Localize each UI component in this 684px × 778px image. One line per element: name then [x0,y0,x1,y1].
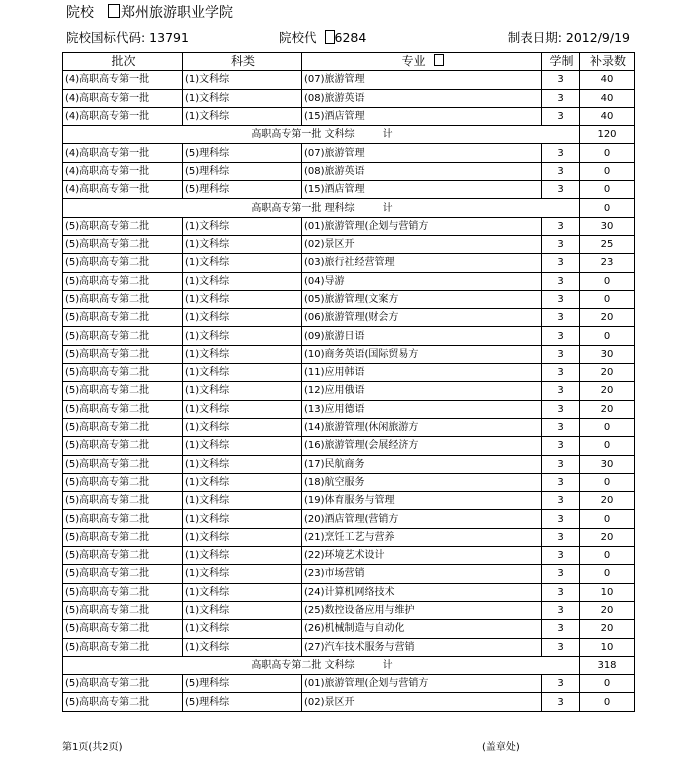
cell-major: (21)烹饪工艺与营养 [302,528,542,546]
cell-count: 23 [580,254,635,272]
cell-count: 10 [580,583,635,601]
table-row [63,345,635,363]
cell-years: 3 [542,382,580,400]
cell-count: 20 [580,400,635,418]
cell-major: (11)应用韩语 [302,364,542,382]
cell-category: (1)文科综 [183,107,302,125]
cell-major: (19)体育服务与管理 [302,492,542,510]
subtotal-label [63,656,580,674]
col-header-batch: 批次 [63,53,183,71]
cell-count: 30 [580,455,635,473]
cell-years: 3 [542,620,580,638]
subtotal-label [63,126,580,144]
cell-batch: (5)高职高专第二批 [63,528,183,546]
cell-batch: (5)高职高专第二批 [63,437,183,455]
col-header-major-label: 专业 [401,54,426,69]
cell-batch: (5)高职高专第二批 [63,290,183,308]
cell-years: 3 [542,675,580,693]
cell-batch: (5)高职高专第二批 [63,309,183,327]
cell-major: (04)导游 [302,272,542,290]
cell-category: (1)文科综 [183,583,302,601]
table-row [63,601,635,619]
cell-batch: (5)高职高专第二批 [63,254,183,272]
cell-major: (08)旅游英语 [302,89,542,107]
cell-major: (20)酒店管理(营销方 [302,510,542,528]
subtotal-suffix: 计 [382,202,393,214]
cell-category: (1)文科综 [183,437,302,455]
cell-count: 20 [580,364,635,382]
cell-count: 20 [580,382,635,400]
table-row [63,309,635,327]
cell-major: (23)市场营销 [302,565,542,583]
subtotal-row [63,199,635,217]
cell-count: 0 [580,693,635,711]
cell-years: 3 [542,272,580,290]
school-code2-value: 6284 [334,30,367,45]
cell-count: 30 [580,345,635,363]
cell-years: 3 [542,364,580,382]
cell-years: 3 [542,601,580,619]
cell-batch: (5)高职高专第二批 [63,675,183,693]
cell-count: 20 [580,492,635,510]
cell-years: 3 [542,71,580,89]
cell-major: (15)酒店管理 [302,181,542,199]
cell-batch: (5)高职高专第二批 [63,418,183,436]
missing-glyph-box-icon [108,4,120,18]
cell-years: 3 [542,327,580,345]
school-code2-label: 院校代 [279,30,317,45]
cell-years: 3 [542,89,580,107]
cell-category: (1)文科综 [183,235,302,253]
cell-years: 3 [542,583,580,601]
subtotal-count: 120 [580,126,635,144]
cell-major: (05)旅游管理(文案方 [302,290,542,308]
cell-count: 30 [580,217,635,235]
cell-major: (22)环境艺术设计 [302,547,542,565]
cell-years: 3 [542,693,580,711]
cell-years: 3 [542,235,580,253]
col-header-category: 科类 [183,53,302,71]
cell-batch: (5)高职高专第二批 [63,473,183,491]
cell-batch: (4)高职高专第一批 [63,144,183,162]
table-row [63,162,635,180]
cell-batch: (5)高职高专第二批 [63,217,183,235]
cell-major: (14)旅游管理(休闲旅游方 [302,418,542,436]
table-date: 制表日期: 2012/9/19 [507,30,630,45]
table-row [63,144,635,162]
cell-count: 40 [580,107,635,125]
cell-years: 3 [542,162,580,180]
cell-batch: (5)高职高专第二批 [63,620,183,638]
cell-category: (1)文科综 [183,71,302,89]
table-row [63,547,635,565]
table-row [63,638,635,656]
cell-major: (16)旅游管理(会展经济方 [302,437,542,455]
cell-category: (1)文科综 [183,345,302,363]
cell-batch: (5)高职高专第二批 [63,601,183,619]
cell-count: 40 [580,89,635,107]
cell-years: 3 [542,492,580,510]
cell-batch: (5)高职高专第二批 [63,583,183,601]
cell-years: 3 [542,107,580,125]
col-header-count: 补录数 [580,53,635,71]
school-code2 [279,29,366,47]
cell-batch: (4)高职高专第一批 [63,71,183,89]
cell-batch: (4)高职高专第一批 [63,107,183,125]
cell-major: (26)机械制造与自动化 [302,620,542,638]
table-row [63,254,635,272]
cell-major: (03)旅行社经营管理 [302,254,542,272]
cell-count: 25 [580,235,635,253]
cell-batch: (5)高职高专第二批 [63,364,183,382]
cell-count: 0 [580,547,635,565]
cell-count: 0 [580,418,635,436]
table-row [63,455,635,473]
cell-category: (1)文科综 [183,364,302,382]
subtotal-count: 0 [580,199,635,217]
cell-batch: (5)高职高专第二批 [63,400,183,418]
table-row [63,89,635,107]
cell-category: (1)文科综 [183,638,302,656]
cell-major: (02)景区开 [302,693,542,711]
table-row [63,107,635,125]
cell-category: (1)文科综 [183,382,302,400]
cell-batch: (4)高职高专第一批 [63,89,183,107]
cell-major: (24)计算机网络技术 [302,583,542,601]
enrollment-table [62,52,635,712]
cell-years: 3 [542,217,580,235]
cell-years: 3 [542,528,580,546]
cell-years: 3 [542,473,580,491]
cell-category: (1)文科综 [183,492,302,510]
table-row [63,364,635,382]
cell-years: 3 [542,638,580,656]
cell-category: (5)理科综 [183,144,302,162]
cell-count: 0 [580,272,635,290]
cell-batch: (5)高职高专第二批 [63,693,183,711]
cell-count: 20 [580,601,635,619]
school-code: 院校国标代码: 13791 [66,30,189,45]
cell-major: (13)应用德语 [302,400,542,418]
missing-glyph-box-icon [325,30,335,44]
subtotal-label [63,199,580,217]
missing-glyph-box-icon [434,54,444,66]
cell-batch: (4)高职高专第一批 [63,162,183,180]
table-row [63,693,635,711]
cell-count: 40 [580,71,635,89]
cell-category: (1)文科综 [183,290,302,308]
cell-major: (12)应用俄语 [302,382,542,400]
cell-years: 3 [542,437,580,455]
cell-major: (07)旅游管理 [302,71,542,89]
cell-batch: (5)高职高专第二批 [63,235,183,253]
cell-category: (1)文科综 [183,89,302,107]
table-row [63,528,635,546]
cell-years: 3 [542,144,580,162]
cell-count: 0 [580,473,635,491]
table-row [63,235,635,253]
cell-major: (06)旅游管理(财会方 [302,309,542,327]
cell-major: (17)民航商务 [302,455,542,473]
cell-batch: (4)高职高专第一批 [63,181,183,199]
cell-count: 0 [580,290,635,308]
cell-count: 0 [580,510,635,528]
col-header-major [302,53,542,71]
table-row [63,675,635,693]
table-row [63,492,635,510]
cell-years: 3 [542,455,580,473]
cell-batch: (5)高职高专第二批 [63,547,183,565]
subtotal-row [63,126,635,144]
cell-years: 3 [542,290,580,308]
cell-batch: (5)高职高专第二批 [63,345,183,363]
cell-category: (1)文科综 [183,400,302,418]
table-row [63,510,635,528]
col-header-years: 学制 [542,53,580,71]
cell-category: (1)文科综 [183,309,302,327]
table-row [63,327,635,345]
cell-years: 3 [542,547,580,565]
subtotal-text: 高职高专第一批 理科综 [251,202,355,214]
table-row [63,181,635,199]
cell-count: 0 [580,565,635,583]
cell-batch: (5)高职高专第二批 [63,565,183,583]
cell-category: (5)理科综 [183,181,302,199]
subtotal-text: 高职高专第二批 文科综 [251,659,355,671]
cell-category: (1)文科综 [183,547,302,565]
cell-batch: (5)高职高专第二批 [63,327,183,345]
cell-major: (07)旅游管理 [302,144,542,162]
table-row [63,418,635,436]
table-row [63,437,635,455]
table-row [63,71,635,89]
table-header-row [63,53,635,71]
cell-category: (5)理科综 [183,693,302,711]
cell-years: 3 [542,418,580,436]
seal-area: (盖章处) [482,742,520,753]
cell-category: (1)文科综 [183,327,302,345]
subtotal-suffix: 计 [382,129,393,141]
table-row [63,272,635,290]
code-line [66,29,632,47]
cell-years: 3 [542,510,580,528]
cell-count: 0 [580,181,635,199]
cell-major: (27)汽车技术服务与营销 [302,638,542,656]
subtotal-row [63,656,635,674]
cell-category: (5)理科综 [183,162,302,180]
cell-years: 3 [542,181,580,199]
cell-category: (1)文科综 [183,272,302,290]
table-row [63,217,635,235]
cell-count: 0 [580,675,635,693]
cell-category: (1)文科综 [183,528,302,546]
cell-count: 0 [580,327,635,345]
table-row [63,565,635,583]
cell-major: (01)旅游管理(企划与营销方 [302,217,542,235]
table-row [63,473,635,491]
cell-count: 20 [580,309,635,327]
cell-major: (09)旅游日语 [302,327,542,345]
cell-major: (08)旅游英语 [302,162,542,180]
cell-count: 10 [580,638,635,656]
cell-major: (01)旅游管理(企划与营销方 [302,675,542,693]
cell-category: (1)文科综 [183,455,302,473]
table-row [63,400,635,418]
table-row [63,290,635,308]
cell-years: 3 [542,400,580,418]
cell-years: 3 [542,254,580,272]
school-line [66,4,233,22]
cell-count: 20 [580,620,635,638]
subtotal-suffix: 计 [382,659,393,671]
table-row [63,620,635,638]
subtotal-count: 318 [580,656,635,674]
cell-major: (02)景区开 [302,235,542,253]
table-body [63,71,635,711]
cell-years: 3 [542,345,580,363]
cell-category: (1)文科综 [183,620,302,638]
page-number: 第1页(共2页) [62,742,123,753]
cell-batch: (5)高职高专第二批 [63,382,183,400]
cell-major: (25)数控设备应用与维护 [302,601,542,619]
cell-count: 0 [580,437,635,455]
cell-category: (1)文科综 [183,601,302,619]
cell-major: (15)酒店管理 [302,107,542,125]
cell-category: (1)文科综 [183,418,302,436]
table-row [63,583,635,601]
table-row [63,382,635,400]
cell-category: (1)文科综 [183,254,302,272]
cell-batch: (5)高职高专第二批 [63,492,183,510]
cell-major: (10)商务英语(国际贸易方 [302,345,542,363]
cell-years: 3 [542,309,580,327]
cell-count: 0 [580,162,635,180]
school-label: 院校 [66,5,94,21]
cell-batch: (5)高职高专第二批 [63,510,183,528]
cell-years: 3 [542,565,580,583]
cell-count: 0 [580,144,635,162]
cell-category: (1)文科综 [183,473,302,491]
cell-major: (18)航空服务 [302,473,542,491]
cell-batch: (5)高职高专第二批 [63,638,183,656]
cell-count: 20 [580,528,635,546]
cell-category: (1)文科综 [183,565,302,583]
cell-category: (1)文科综 [183,510,302,528]
cell-batch: (5)高职高专第二批 [63,272,183,290]
subtotal-text: 高职高专第一批 文科综 [251,129,355,141]
cell-category: (1)文科综 [183,217,302,235]
school-name: 郑州旅游职业学院 [121,5,233,21]
cell-batch: (5)高职高专第二批 [63,455,183,473]
cell-category: (5)理科综 [183,675,302,693]
